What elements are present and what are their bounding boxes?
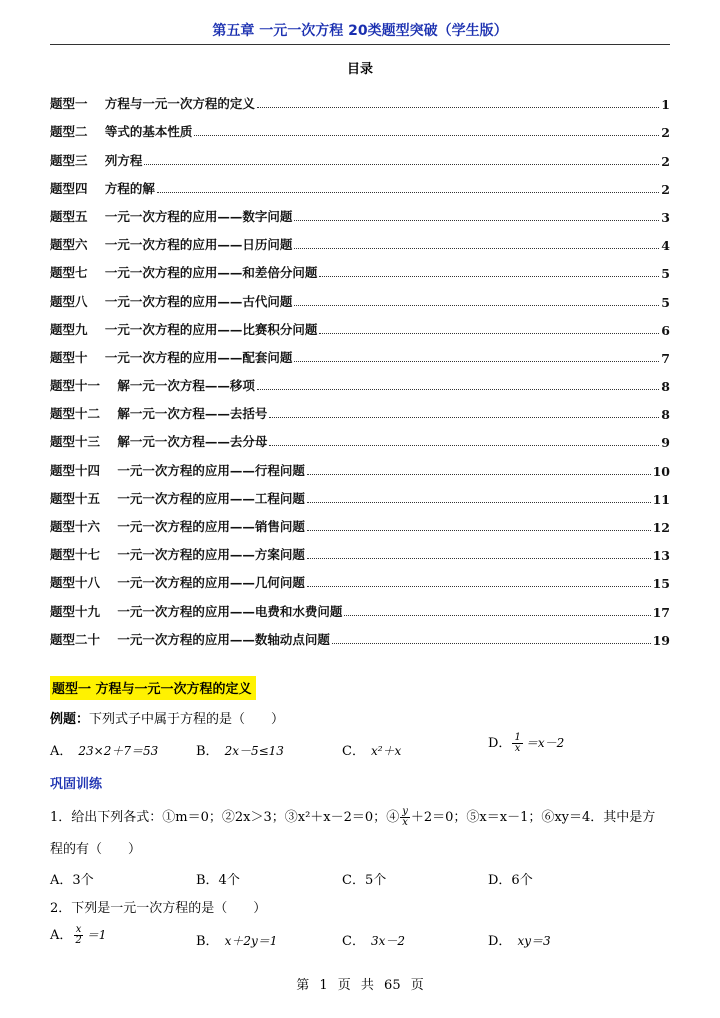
toc-entry-page: 12 <box>652 520 670 535</box>
option-c[interactable] <box>342 740 401 759</box>
fraction: $\frac{1}{x}$ <box>514 731 521 754</box>
option-b[interactable] <box>196 740 284 759</box>
toc-entry[interactable] <box>50 591 670 619</box>
toc-entry-page: 2 <box>661 125 670 141</box>
toc-entry[interactable] <box>50 422 670 450</box>
option-expr: x＋2y＝1 <box>224 934 278 948</box>
dot-leader <box>144 164 659 165</box>
q1-item: ⑤x＝x－1； <box>466 810 542 825</box>
q1-suffix: 其中是方 <box>603 810 656 825</box>
toc-entry-label: 题型二十 一元一次方程的应用——数轴动点问题 <box>50 631 330 647</box>
option-letter: B． <box>196 934 219 949</box>
option-letter: D． <box>488 736 512 751</box>
toc-entry-page: 2 <box>661 181 670 197</box>
toc-entry-page: 10 <box>652 463 670 479</box>
question-2: 2．下列是一元一次方程的是（ ） <box>50 901 267 916</box>
option-a[interactable] <box>50 924 106 947</box>
toc-entry[interactable] <box>50 112 670 140</box>
q1-item: ②2x＞3； <box>221 810 285 825</box>
option-expr: ＝1 <box>86 928 107 942</box>
dot-leader <box>344 615 650 616</box>
q1-item: ①m＝0； <box>162 810 222 825</box>
option-d[interactable] <box>488 930 551 949</box>
option-d[interactable] <box>488 732 564 755</box>
option-a[interactable]: A．3个 <box>50 873 94 888</box>
toc-entry[interactable] <box>50 450 670 478</box>
option-expr: x²＋x <box>370 744 402 758</box>
toc-entry-page: 2 <box>661 153 670 169</box>
toc-entry[interactable] <box>50 620 670 648</box>
toc-entry-label: 题型七 一元一次方程的应用——和差倍分问题 <box>50 265 318 281</box>
toc-entry-label: 题型十五 一元一次方程的应用——工程问题 <box>50 490 305 506</box>
fraction: $\frac{y}{x}$ <box>402 805 408 828</box>
toc-entry-label: 题型五 一元一次方程的应用——数字问题 <box>50 208 293 224</box>
toc-entry-label: 题型六 一元一次方程的应用——日历问题 <box>50 237 293 253</box>
dot-leader <box>319 276 659 277</box>
option-a[interactable] <box>50 740 158 759</box>
toc-entry-label: 题型十九 一元一次方程的应用——电费和水费问题 <box>50 603 343 619</box>
toc-entry-page: 17 <box>652 604 670 620</box>
option-c[interactable] <box>342 930 405 949</box>
toc-entry-page: 6 <box>661 322 670 338</box>
toc-entry-label: 题型十 一元一次方程的应用——配套问题 <box>50 349 293 365</box>
option-letter: D． <box>488 934 512 949</box>
option-letter: B． <box>196 744 219 759</box>
toc-entry-label: 题型三 列方程 <box>50 152 143 168</box>
question-1-continued: 程的有（ ） <box>50 842 142 857</box>
toc-entry-page: 5 <box>661 266 670 282</box>
toc-entry-page: 11 <box>652 491 670 507</box>
example-label: 例题： <box>50 712 90 727</box>
toc-entry-label: 题型四 方程的解 <box>50 180 155 196</box>
toc-entry[interactable] <box>50 197 670 225</box>
dot-leader <box>307 586 651 587</box>
toc-entry-label: 题型十一 解一元一次方程——移项 <box>50 378 255 394</box>
dot-leader <box>269 445 659 446</box>
toc-entry-page: 1 <box>661 97 670 113</box>
option-c[interactable]: C．5个 <box>342 873 387 888</box>
toc-entry-label: 题型十四 一元一次方程的应用——行程问题 <box>50 462 305 478</box>
dot-leader <box>307 502 651 503</box>
toc-entry-page: 8 <box>661 407 670 423</box>
dot-leader <box>294 305 659 306</box>
section-heading: 题型一 方程与一元一次方程的定义 <box>50 676 256 700</box>
example-text: 下列式子中属于方程的是（ ） <box>89 712 285 727</box>
table-of-contents <box>50 84 670 648</box>
page-footer: 第 1 页 共 65 页 <box>296 978 424 993</box>
practice-label: 巩固训练 <box>50 777 103 792</box>
toc-entry-label: 题型一 方程与一元一次方程的定义 <box>50 96 255 112</box>
option-letter: C． <box>342 744 365 759</box>
example-question <box>50 708 284 727</box>
question-1 <box>50 806 670 829</box>
dot-leader <box>307 474 651 475</box>
toc-entry-page: 3 <box>661 209 670 225</box>
toc-entry-page: 5 <box>661 294 670 310</box>
toc-entry-label: 题型十三 解一元一次方程——去分母 <box>50 434 268 450</box>
toc-entry-page: 15 <box>652 576 670 592</box>
toc-entry[interactable] <box>50 394 670 422</box>
q1-item-4: ④ $\frac{y}{x}$ ＋2＝0； <box>386 805 467 828</box>
dot-leader <box>194 135 659 136</box>
header-divider <box>50 44 670 45</box>
toc-entry-label: 题型九 一元一次方程的应用——比赛积分问题 <box>50 321 318 337</box>
option-letter: A． <box>50 928 73 943</box>
dot-leader <box>294 220 659 221</box>
q1-prefix: 1．给出下列各式： <box>50 810 163 825</box>
toc-entry-page: 19 <box>652 632 670 648</box>
toc-entry[interactable] <box>50 84 670 112</box>
toc-entry-label: 题型八 一元一次方程的应用——古代问题 <box>50 293 293 309</box>
option-expr: 2x－5≤13 <box>224 744 284 758</box>
toc-entry-page: 8 <box>661 379 670 395</box>
toc-entry-label: 题型十二 解一元一次方程——去括号 <box>50 406 268 422</box>
option-letter: C． <box>342 934 365 949</box>
toc-entry[interactable] <box>50 535 670 563</box>
option-b[interactable] <box>196 930 277 949</box>
dot-leader <box>307 558 651 559</box>
toc-entry-page: 13 <box>652 548 670 564</box>
option-expr: ＝x－2 <box>525 736 565 750</box>
dot-leader <box>269 417 659 418</box>
option-d[interactable]: D．6个 <box>488 873 533 888</box>
toc-entry[interactable] <box>50 169 670 197</box>
fraction: $\frac{x}{2}$ <box>75 923 82 946</box>
option-letter: A． <box>50 744 73 759</box>
toc-entry[interactable] <box>50 225 670 253</box>
q1-item: ③x²＋x－2＝0； <box>284 810 387 825</box>
toc-entry-label: 题型十七 一元一次方程的应用——方案问题 <box>50 547 305 563</box>
option-b[interactable]: B．4个 <box>196 873 240 888</box>
q1-item: ⑥xy＝4． <box>541 810 604 825</box>
toc-entry-page: 7 <box>661 350 670 366</box>
dot-leader <box>294 248 659 249</box>
dot-leader <box>157 192 659 193</box>
toc-entry[interactable] <box>50 310 670 338</box>
toc-heading: 目录 <box>346 62 373 77</box>
option-expr: 23×2＋7＝53 <box>78 744 159 758</box>
dot-leader <box>332 643 651 644</box>
toc-entry-label: 题型十六 一元一次方程的应用——销售问题 <box>50 519 305 534</box>
toc-entry[interactable] <box>50 507 670 535</box>
document-title: 第五章 一元一次方程 20类题型突破（学生版） <box>212 23 508 39</box>
dot-leader <box>319 333 659 334</box>
toc-entry-page: 4 <box>661 238 670 254</box>
toc-entry[interactable] <box>50 281 670 309</box>
toc-entry-page: 9 <box>661 435 670 451</box>
dot-leader <box>307 530 651 531</box>
toc-entry[interactable] <box>50 563 670 591</box>
toc-entry[interactable] <box>50 366 670 394</box>
toc-entry[interactable] <box>50 338 670 366</box>
toc-entry-label: 题型十八 一元一次方程的应用——几何问题 <box>50 575 305 591</box>
option-expr: 3x－2 <box>370 934 405 948</box>
toc-entry[interactable] <box>50 253 670 281</box>
toc-entry-label: 题型二 等式的基本性质 <box>50 124 193 140</box>
dot-leader <box>257 107 659 108</box>
toc-entry[interactable] <box>50 140 670 168</box>
option-expr: xy＝3 <box>517 934 551 948</box>
toc-entry[interactable] <box>50 479 670 507</box>
dot-leader <box>257 389 659 390</box>
dot-leader <box>294 361 659 362</box>
